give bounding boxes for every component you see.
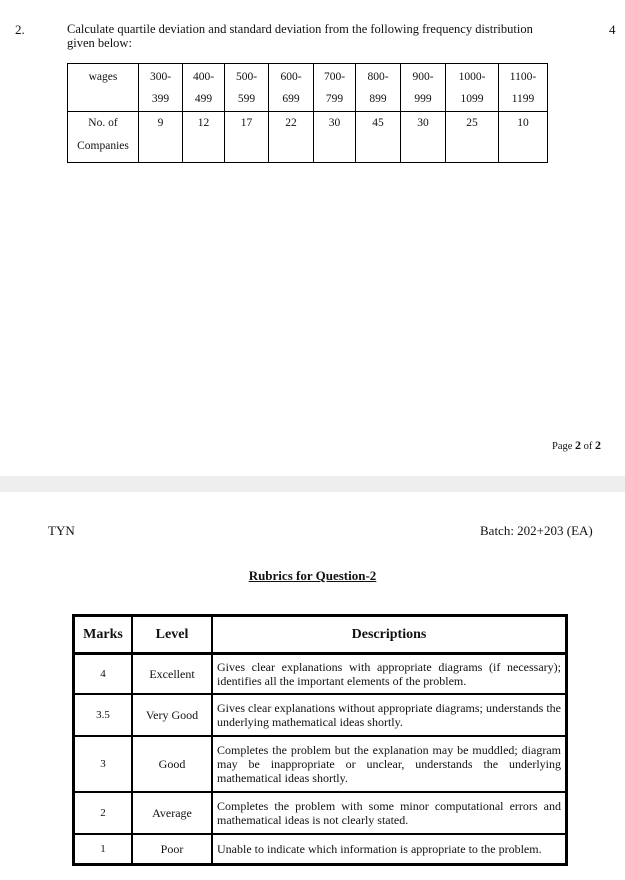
frequency-cell: 30 bbox=[401, 112, 446, 163]
class-interval: 600- 699 bbox=[269, 64, 314, 112]
rubric-marks: 2 bbox=[74, 792, 132, 834]
rubric-level: Excellent bbox=[132, 654, 212, 694]
frequency-cell: 30 bbox=[314, 112, 356, 163]
class-interval: 300- 399 bbox=[139, 64, 183, 112]
wages-row bbox=[68, 64, 548, 112]
rubric-description: Gives clear explanations with appropriate diagrams (if necessary); identifies all the important elements of the problem. bbox=[212, 654, 566, 694]
rubrics-table bbox=[72, 614, 568, 866]
row-label-companies: No. of Companies bbox=[68, 112, 139, 163]
page-break bbox=[0, 476, 625, 492]
rubric-level: Very Good bbox=[132, 694, 212, 736]
rubric-level: Good bbox=[132, 736, 212, 792]
rubric-description: Unable to indicate which information is appropriate to the problem. bbox=[212, 834, 566, 864]
batch-label: Batch: 202+203 (EA) bbox=[480, 523, 593, 538]
rubrics-header-row bbox=[74, 616, 566, 654]
class-interval: 500- 599 bbox=[225, 64, 269, 112]
rubric-marks: 4 bbox=[74, 654, 132, 694]
rubric-row bbox=[74, 694, 566, 736]
header-left: TYN bbox=[48, 523, 75, 538]
class-interval: 900- 999 bbox=[401, 64, 446, 112]
frequency-cell: 25 bbox=[446, 112, 499, 163]
question-marks: 4 bbox=[609, 22, 616, 37]
marks-header: Marks bbox=[74, 616, 132, 654]
frequency-cell: 12 bbox=[183, 112, 225, 163]
rubric-description: Completes the problem with some minor computational errors and mathematical ideas is not clearly stated. bbox=[212, 792, 566, 834]
frequency-cell: 22 bbox=[269, 112, 314, 163]
frequency-cell: 10 bbox=[499, 112, 548, 163]
frequency-cell: 17 bbox=[225, 112, 269, 163]
page-footer: Page 2 of 2 bbox=[552, 438, 602, 452]
rubric-marks: 1 bbox=[74, 834, 132, 864]
class-interval: 1100- 1199 bbox=[499, 64, 548, 112]
companies-row bbox=[68, 112, 548, 163]
rubric-marks: 3 bbox=[74, 736, 132, 792]
descriptions-header: Descriptions bbox=[212, 616, 566, 654]
row-label-wages: wages bbox=[68, 64, 139, 112]
rubric-row bbox=[74, 736, 566, 792]
rubric-row bbox=[74, 834, 566, 864]
rubrics-title: Rubrics for Question-2 bbox=[248, 568, 377, 583]
class-interval: 400- 499 bbox=[183, 64, 225, 112]
frequency-table bbox=[67, 63, 548, 163]
frequency-cell: 9 bbox=[139, 112, 183, 163]
frequency-cell: 45 bbox=[356, 112, 401, 163]
class-interval: 1000- 1099 bbox=[446, 64, 499, 112]
rubric-row bbox=[74, 654, 566, 694]
question-text: Calculate quartile deviation and standard deviation from the following frequency distribution given below: bbox=[67, 22, 533, 50]
rubric-level: Poor bbox=[132, 834, 212, 864]
rubric-description: Completes the problem but the explanation may be muddled; diagram may be inappropriate or unclear, understands the underlying mathematical ideas shortly. bbox=[212, 736, 566, 792]
rubric-description: Gives clear explanations without appropriate diagrams; understands the underlying mathematical ideas shortly. bbox=[212, 694, 566, 736]
class-interval: 800- 899 bbox=[356, 64, 401, 112]
rubric-level: Average bbox=[132, 792, 212, 834]
class-interval: 700- 799 bbox=[314, 64, 356, 112]
level-header: Level bbox=[132, 616, 212, 654]
rubric-marks: 3.5 bbox=[74, 694, 132, 736]
rubric-row bbox=[74, 792, 566, 834]
question-number: 2. bbox=[15, 22, 25, 37]
